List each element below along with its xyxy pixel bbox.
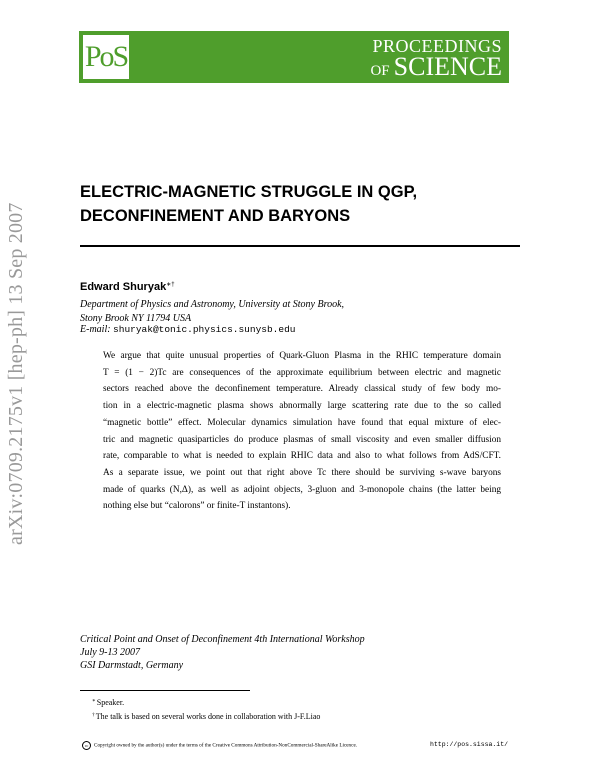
abstract-line: sectors reached above the deconfinement temperature. Already classical study of few body mo- xyxy=(103,384,501,395)
banner-of: OF xyxy=(370,63,390,79)
footnote-text: The talk is based on several works done in collaboration with J-F.Liao xyxy=(95,712,321,721)
title-line-2: DECONFINEMENT AND BARYONS xyxy=(80,207,351,225)
pos-url-link[interactable]: http://pos.sissa.it/ xyxy=(430,741,509,748)
affiliation-line-2: Stony Brook NY 11794 USA xyxy=(80,313,192,324)
arxiv-stamp: arXiv:0709.2175v1 [hep-ph] 13 Sep 2007 xyxy=(5,202,27,545)
abstract-line: nothing else but “calorons” or finite-T instantons). xyxy=(103,501,291,512)
footnote-rule xyxy=(80,690,250,691)
abstract xyxy=(103,348,501,515)
footnote-mark: ∗ xyxy=(92,698,96,704)
author-text: Edward Shuryak xyxy=(80,281,167,293)
abstract-line: As a separate issue, we point out that right above Tc there should be surviving s-wave baryons xyxy=(103,467,501,478)
footnote xyxy=(92,695,320,709)
footnotes xyxy=(92,695,320,723)
banner-science: SCIENCE xyxy=(393,52,502,81)
email-line xyxy=(80,324,295,335)
abstract-line: made of quarks (N,Δ), as well as adjoint objects, 3-gluon and 3-monopole chains (the latter being xyxy=(103,484,501,495)
conference-location: GSI Darmstadt, Germany xyxy=(80,660,184,671)
conference-info xyxy=(80,633,365,672)
abstract-line: tion in a electric-magnetic plasma shows abnormally large scattering rate due to the so called xyxy=(103,401,501,412)
paper-title xyxy=(80,180,520,228)
conference-dates: July 9-13 2007 xyxy=(80,647,140,658)
pos-logo: PoS xyxy=(84,40,128,73)
author-marks: ∗† xyxy=(166,282,175,288)
affiliation-line-1: Department of Physics and Astronomy, University at Stony Brook, xyxy=(80,299,345,310)
email-address[interactable]: shuryak@tonic.physics.sunysb.edu xyxy=(113,324,296,335)
footnote-text: Speaker. xyxy=(96,698,125,707)
abstract-line: T = (1 − 2)Tc are consequences of the approximate equilibrium between electric and magnetic xyxy=(103,367,501,378)
creative-commons-icon: cc xyxy=(82,741,91,750)
copyright-text: Copyright owned by the author(s) under the terms of the Creative Commons Attribution-NonCommercial-ShareAlike Licence. xyxy=(94,742,358,749)
author-name xyxy=(80,281,175,293)
banner-of-science xyxy=(370,53,502,85)
copyright-line xyxy=(82,741,357,750)
banner-proceedings: PROCEEDINGS xyxy=(372,36,502,56)
footnote-mark: † xyxy=(92,712,95,718)
abstract-line: “magnetic bottle” effect. Molecular dynamics simulation have found that equal mixture of elec- xyxy=(103,417,501,428)
footnote xyxy=(92,709,320,723)
conference-name: Critical Point and Onset of Deconfinement 4th International Workshop xyxy=(80,634,365,645)
abstract-line: We argue that quite unusual properties of Quark-Gluon Plasma in the RHIC temperature domain xyxy=(103,351,501,361)
abstract-line: tric and magnetic quasiparticles do produce plasmas of small viscosity and even smaller diffusion xyxy=(103,434,501,445)
email-label: E-mail: xyxy=(80,324,111,335)
abstract-line: rate, comparable to what is needed to explain RHIC data and also to what follows from AdS/CFT. xyxy=(103,451,501,462)
title-line-1: ELECTRIC-MAGNETIC STRUGGLE IN QGP, xyxy=(80,183,418,201)
title-rule xyxy=(80,245,520,247)
